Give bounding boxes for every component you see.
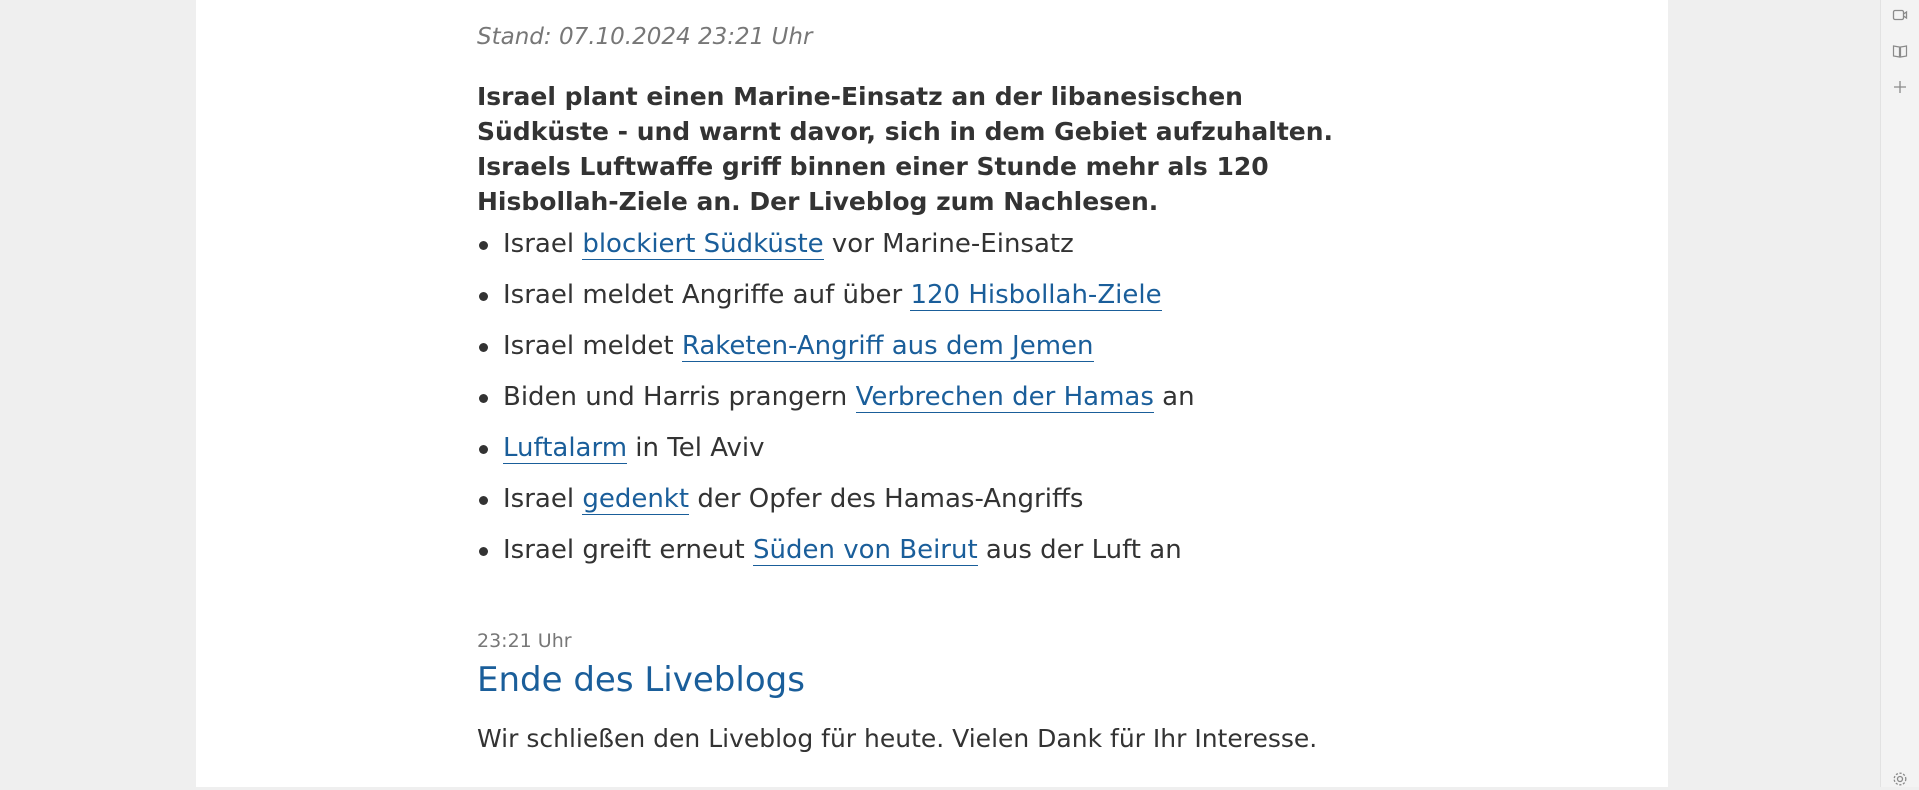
summary-text: an	[1153, 382, 1195, 412]
summary-text: aus der Luft an	[977, 535, 1182, 565]
summary-text: Biden und Harris prangern	[503, 382, 856, 412]
summary-item	[477, 481, 1195, 532]
summary-text: Israel meldet	[503, 331, 682, 361]
summary-text: Israel meldet Angriffe auf über	[503, 280, 911, 310]
summary-item	[477, 430, 1195, 481]
browser-sidebar	[1880, 0, 1919, 787]
summary-link[interactable]: Raketen-Angriff aus dem Jemen	[681, 331, 1094, 361]
summary-item	[477, 379, 1195, 430]
article-lead: Israel plant einen Marine-Einsatz an der libanesischen Südküste - und warnt davor, sich in dem Gebiet aufzuhalten. Israels Luftwaffe griff binnen einer Stunde mehr als 120 Hisbollah-Ziele an. Der Liveblog zum Nachlesen.	[477, 82, 1334, 216]
summary-link[interactable]: Verbrechen der Hamas	[855, 382, 1154, 412]
entry-time: 23:21 Uhr	[477, 630, 572, 652]
summary-list	[477, 226, 1195, 583]
summary-item	[477, 328, 1195, 379]
summary-item	[477, 277, 1195, 328]
summary-text: vor Marine-Einsatz	[823, 229, 1074, 259]
summary-item	[477, 532, 1195, 583]
summary-text: der Opfer des Hamas-Angriffs	[689, 484, 1084, 514]
bullet-icon	[479, 394, 488, 403]
article-timestamp: Stand: 07.10.2024 23:21 Uhr	[477, 24, 813, 50]
entry-text: Wir schließen den Liveblog für heute. Vielen Dank für Ihr Interesse.	[477, 724, 1318, 753]
summary-link[interactable]: 120 Hisbollah-Ziele	[910, 280, 1162, 310]
summary-text: Israel	[503, 229, 583, 259]
summary-link[interactable]: Süden von Beirut	[752, 535, 978, 565]
summary-link[interactable]: Luftalarm	[503, 433, 628, 463]
reader-icon[interactable]	[1892, 43, 1908, 59]
summary-text: in Tel Aviv	[627, 433, 765, 463]
bullet-icon	[479, 445, 488, 454]
settings-icon[interactable]	[1892, 771, 1908, 787]
article-page	[196, 0, 1668, 787]
summary-link[interactable]: gedenkt	[582, 484, 690, 514]
bullet-icon	[479, 343, 488, 352]
summary-text: Israel	[503, 484, 583, 514]
bullet-icon	[479, 241, 488, 250]
summary-link[interactable]: blockiert Südküste	[582, 229, 824, 259]
bullet-icon	[479, 292, 488, 301]
summary-item	[477, 226, 1195, 277]
summary-text: Israel greift erneut	[503, 535, 753, 565]
bullet-icon	[479, 547, 488, 556]
video-icon[interactable]	[1892, 7, 1908, 23]
entry-title[interactable]: Ende des Liveblogs	[477, 660, 805, 700]
add-icon[interactable]	[1892, 79, 1908, 95]
bullet-icon	[479, 496, 488, 505]
